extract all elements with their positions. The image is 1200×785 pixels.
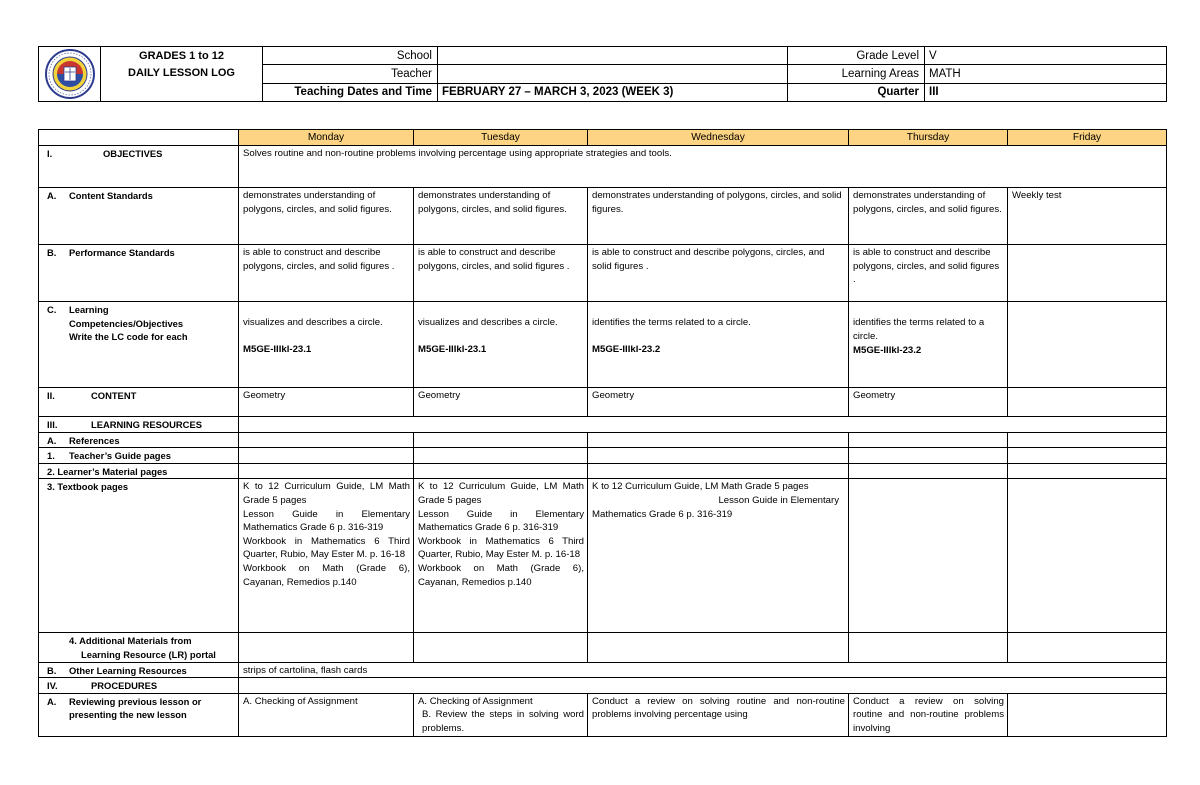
rev-title-2: presenting the new lesson (69, 709, 187, 721)
objectives-title: OBJECTIVES (103, 148, 163, 159)
log-title (101, 47, 263, 84)
tb-mon-2: Lesson Guide in Elementary Mathematics Grade 6 p. 316-319 (243, 508, 410, 534)
grade-level-value[interactable]: V (925, 47, 1167, 65)
teacher-label: Teacher (263, 65, 438, 83)
lm-wed (588, 463, 849, 479)
procedures-row (39, 678, 1167, 694)
rev-tue-2: B. Review the steps in solving word problems. (422, 709, 584, 734)
objectives-num: I. (47, 148, 53, 159)
day-monday: Monday (239, 130, 414, 146)
content-thursday: Geometry (849, 388, 1008, 417)
tb-title: 3. Textbook pages (47, 481, 129, 493)
ref-fri (1008, 432, 1167, 448)
objectives-row (39, 146, 1167, 188)
tb-mon-4: Workbook on Math (Grade 6), Cayanan, Remedios p.140 (243, 562, 410, 588)
content-monday: Geometry (239, 388, 414, 417)
lm-mon (239, 463, 414, 479)
tb-mon-3: Workbook in Mathematics 6 Third Quarter, Rubio, May Ester M. p. 16-18 (243, 535, 410, 561)
content-title: CONTENT (91, 390, 137, 401)
content-tuesday: Geometry (414, 388, 588, 417)
lr-title: LEARNING RESOURCES (91, 419, 202, 430)
rev-friday (1008, 693, 1167, 736)
proc-num: IV. (47, 680, 58, 692)
performance-standards-row (39, 245, 1167, 302)
textbook-row (39, 479, 1167, 633)
learning-areas-value[interactable]: MATH (925, 65, 1167, 83)
day-tuesday: Tuesday (414, 130, 588, 146)
competencies-label (39, 302, 239, 388)
rev-title-1: Reviewing previous lesson or (69, 695, 202, 707)
lr-num: III. (47, 419, 58, 430)
rev-tuesday (414, 693, 588, 736)
comp-thu-code: M5GE-IIIkl-23.2 (853, 345, 922, 357)
tb-tue-3: Workbook in Mathematics 6 Third Quarter, Rubio, May Ester M. p. 16-18 (418, 535, 584, 561)
tb-mon-1: K to 12 Curriculum Guide, LM Math Grade 5 pages (243, 481, 410, 506)
tg-thu (849, 448, 1008, 464)
content-row (39, 388, 1167, 417)
am-tue (414, 633, 588, 662)
dates-value[interactable]: FEBRUARY 27 – MARCH 3, 2023 (WEEK 3) (438, 83, 788, 101)
comp-wednesday (588, 302, 849, 388)
comp-mon-code: M5GE-IIIkl-23.1 (243, 343, 312, 355)
deped-logo-cell (39, 47, 101, 102)
tb-tuesday (414, 479, 588, 633)
objectives-text: Solves routine and non-routine problems involving percentage using appropriate strategies and tools. (239, 146, 1167, 188)
comp-tue-text: visualizes and describes a circle. (418, 317, 558, 328)
rev-label (39, 693, 239, 736)
rev-tue-1: A. Checking of Assignment (418, 695, 533, 707)
ps-thursday: is able to construct and describe polygons, circles, and solid figures . (849, 245, 1008, 302)
olr-label (39, 662, 239, 678)
title-line-1: GRADES 1 to 12 (139, 50, 224, 63)
tb-monday (239, 479, 414, 633)
cs-num: A. (47, 190, 57, 201)
tg-fri (1008, 448, 1167, 464)
quarter-value[interactable]: III (925, 83, 1167, 101)
comp-wed-code: M5GE-IIIkl-23.2 (592, 343, 661, 355)
title-blank (101, 83, 263, 101)
tb-wed-3: Mathematics Grade 6 p. 316-319 (592, 508, 733, 520)
tg-wed (588, 448, 849, 464)
rev-monday: A. Checking of Assignment (239, 693, 414, 736)
ps-num: B. (47, 247, 57, 258)
tb-thursday (849, 479, 1008, 633)
lm-label (39, 463, 239, 479)
lr-blank (239, 417, 1167, 433)
ps-friday (1008, 245, 1167, 302)
ref-wed (588, 432, 849, 448)
lm-title: 2. Learner’s Material pages (47, 465, 168, 477)
content-label (39, 388, 239, 417)
comp-monday (239, 302, 414, 388)
comp-title-2: Competencies/Objectives (69, 317, 184, 329)
teacher-field[interactable] (438, 65, 788, 83)
learners-material-row (39, 463, 1167, 479)
comp-thu-text: identifies the terms related to a circle. (853, 317, 985, 342)
tg-tue (414, 448, 588, 464)
olr-title: Other Learning Resources (69, 664, 187, 676)
comp-friday (1008, 302, 1167, 388)
learning-resources-row (39, 417, 1167, 433)
teachers-guide-row (39, 448, 1167, 464)
content-standards-label (39, 188, 239, 245)
am-title-1: 4. Additional Materials from (69, 635, 192, 647)
ref-tue (414, 432, 588, 448)
rev-num: A. (47, 695, 57, 707)
olr-num: B. (47, 664, 57, 676)
deped-seal-icon (44, 48, 96, 100)
am-fri (1008, 633, 1167, 662)
cs-tuesday: demonstrates understanding of polygons, circles, and solid figures. (414, 188, 588, 245)
reviewing-row (39, 693, 1167, 736)
content-standards-row (39, 188, 1167, 245)
cs-friday: Weekly test (1008, 188, 1167, 245)
tb-tue-1: K to 12 Curriculum Guide, LM Math Grade 5 pages (418, 481, 584, 506)
additional-materials-row (39, 633, 1167, 662)
learning-areas-label: Learning Areas (788, 65, 925, 83)
tg-title: Teacher’s Guide pages (69, 450, 171, 462)
ps-title: Performance Standards (69, 247, 175, 258)
proc-blank (239, 678, 1167, 694)
day-header-blank (39, 130, 239, 146)
title-line-2: DAILY LESSON LOG (128, 67, 235, 80)
content-friday (1008, 388, 1167, 417)
day-friday: Friday (1008, 130, 1167, 146)
content-wednesday: Geometry (588, 388, 849, 417)
tg-num: 1. (47, 450, 55, 462)
cs-monday: demonstrates understanding of polygons, circles, and solid figures. (239, 188, 414, 245)
tb-tue-4: Workbook on Math (Grade 6), Cayanan, Remedios p.140 (418, 562, 584, 588)
quarter-label: Quarter (788, 83, 925, 101)
olr-text: strips of cartolina, flash cards (239, 662, 1167, 678)
school-field[interactable] (438, 47, 788, 65)
tb-wed-1: K to 12 Curriculum Guide, LM Math Grade 5 pages (592, 481, 809, 493)
cs-wednesday: demonstrates understanding of polygons, circles, and solid figures. (588, 188, 849, 245)
am-wed (588, 633, 849, 662)
tb-tue-2: Lesson Guide in Elementary Mathematics Grade 6 p. 316-319 (418, 508, 584, 534)
am-thu (849, 633, 1008, 662)
proc-label (39, 678, 239, 694)
comp-num: C. (47, 304, 57, 315)
other-resources-row (39, 662, 1167, 678)
am-mon (239, 633, 414, 662)
lr-label (39, 417, 239, 433)
rev-wednesday: Conduct a review on solving routine and non-routine problems involving percentage using (588, 693, 849, 736)
ref-label (39, 432, 239, 448)
comp-title-1: Learning (69, 304, 109, 315)
ref-thu (849, 432, 1008, 448)
cs-thursday: demonstrates understanding of polygons, circles, and solid figures. (849, 188, 1008, 245)
ref-title: References (69, 434, 120, 446)
tg-mon (239, 448, 414, 464)
dates-label: Teaching Dates and Time (263, 83, 438, 101)
ps-tuesday: is able to construct and describe polygons, circles, and solid figures . (414, 245, 588, 302)
tb-label (39, 479, 239, 633)
performance-standards-label (39, 245, 239, 302)
ref-num: A. (47, 434, 57, 446)
am-label (39, 633, 239, 662)
lm-thu (849, 463, 1008, 479)
comp-tuesday (414, 302, 588, 388)
grade-level-label: Grade Level (788, 47, 925, 65)
day-thursday: Thursday (849, 130, 1008, 146)
proc-title: PROCEDURES (91, 680, 158, 692)
day-wednesday: Wednesday (588, 130, 849, 146)
day-header-row (39, 130, 1167, 146)
tg-label (39, 448, 239, 464)
lm-tue (414, 463, 588, 479)
references-row (39, 432, 1167, 448)
lm-fri (1008, 463, 1167, 479)
comp-wed-text: identifies the terms related to a circle. (592, 317, 751, 328)
rev-thursday: Conduct a review on solving routine and non-routine problems involving (849, 693, 1008, 736)
am-title-2: Learning Resource (LR) portal (81, 648, 216, 660)
content-num: II. (47, 390, 55, 401)
tb-wednesday (588, 479, 849, 633)
tb-friday (1008, 479, 1167, 633)
comp-title-3: Write the LC code for each (69, 331, 188, 343)
header-table (38, 46, 1167, 102)
comp-mon-text: visualizes and describes a circle. (243, 317, 383, 328)
school-label: School (263, 47, 438, 65)
ps-wednesday: is able to construct and describe polygons, circles, and solid figures . (588, 245, 849, 302)
competencies-row (39, 302, 1167, 388)
tb-wed-2: Lesson Guide in Elementary (718, 494, 839, 506)
objectives-label (39, 146, 239, 188)
ps-monday: is able to construct and describe polygons, circles, and solid figures . (239, 245, 414, 302)
lesson-log-table (38, 129, 1167, 737)
comp-thursday (849, 302, 1008, 388)
comp-tue-code: M5GE-IIIkl-23.1 (418, 343, 487, 355)
cs-title: Content Standards (69, 190, 153, 201)
ref-mon (239, 432, 414, 448)
